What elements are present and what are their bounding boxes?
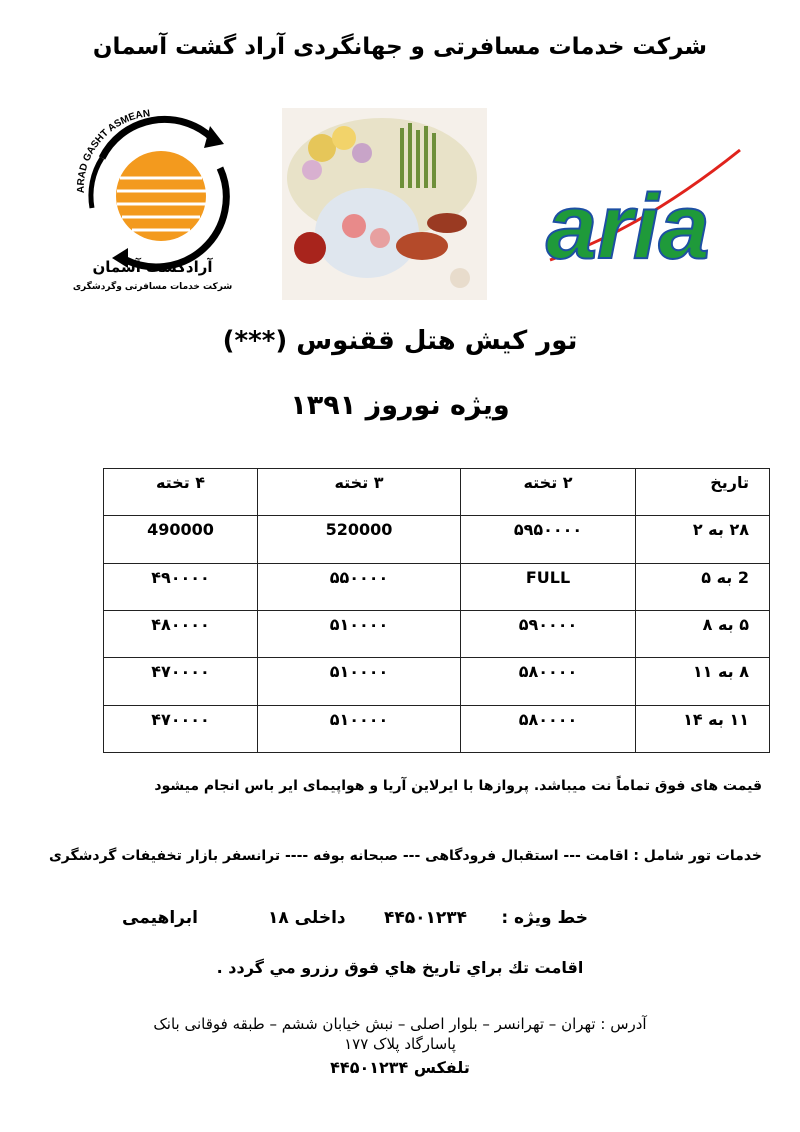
cell-price: 490000 <box>104 516 258 563</box>
cell-date: ۸ به ۱۱ <box>636 658 770 705</box>
header-3-bed: ۳ تخته <box>258 469 461 516</box>
cell-price: ۵۹۵۰۰۰۰ <box>461 516 636 563</box>
logo-arc-text: ARAD GASHT ASMEAN <box>75 108 151 194</box>
nowruz-still-life-image <box>282 108 487 300</box>
header-4-bed: ۴ تخته <box>104 469 258 516</box>
cell-price: ۴۸۰۰۰۰ <box>104 610 258 657</box>
reserve-note: اقامت تك براي تاريخ هاي فوق رزرو مي گردد . <box>216 958 584 977</box>
contact-name: ابراهیمی <box>122 908 198 928</box>
telfax: تلفکس ۴۴۵۰۱۲۳۴ <box>330 1058 470 1077</box>
price-note: قیمت های فوق تماماً نت میباشد. پروازها با ایرلاین آریا و هواپیمای ایر باس انجام میشود <box>154 778 762 794</box>
tour-title: تور کیش هتل ققنوس (***) <box>222 326 578 356</box>
address-line-1: آدرس : تهران – تهرانسر – بلوار اصلی – نبش خیابان ششم – طبقه فوقانی بانک <box>153 1015 647 1033</box>
cell-price: FULL <box>461 563 636 610</box>
hotline-label: خط ویژه : <box>501 908 588 928</box>
header-date: تاریخ <box>636 469 770 516</box>
aria-airline-logo <box>540 140 745 290</box>
table-header-row <box>104 469 770 516</box>
tour-subtitle: ویژه نوروز ۱۳۹۱ <box>290 390 510 421</box>
cell-price: ۵۵۰۰۰۰ <box>258 563 461 610</box>
cell-price: ۴۷۰۰۰۰ <box>104 658 258 705</box>
logo-subcaption: شرکت خدمات مسافرتی وگردشگری <box>72 282 233 292</box>
address-line-2: پاسارگاد پلاک ۱۷۷ <box>344 1035 456 1053</box>
hotline-extension: داخلی ۱۸ <box>268 908 346 928</box>
cell-date: ۲۸ به ۲ <box>636 516 770 563</box>
table-row <box>104 705 770 752</box>
address <box>0 1014 800 1054</box>
cell-price: ۵۸۰۰۰۰ <box>461 705 636 752</box>
cell-price: ۵۱۰۰۰۰ <box>258 658 461 705</box>
cell-price: ۵۹۰۰۰۰ <box>461 610 636 657</box>
cell-date: 2 به ۵ <box>636 563 770 610</box>
table-row <box>104 610 770 657</box>
hotline-phone: ۴۴۵۰۱۲۳۴ <box>384 908 468 928</box>
table-row <box>104 516 770 563</box>
company-title: شرکت خدمات مسافرتی و جهانگردی آراد گشت آسمان <box>92 34 708 60</box>
cell-price: ۵۱۰۰۰۰ <box>258 705 461 752</box>
price-table <box>103 468 770 753</box>
tour-services: خدمات تور شامل : اقامت --- استقبال فرودگاهی --- صبحانه بوفه ---- ترانسفر بازار تخفیفات گردشگری <box>48 848 762 864</box>
table-row <box>104 563 770 610</box>
cell-price: ۴۹۰۰۰۰ <box>104 563 258 610</box>
cell-price: 520000 <box>258 516 461 563</box>
cell-price: ۵۱۰۰۰۰ <box>258 610 461 657</box>
arad-gasht-logo <box>62 98 247 308</box>
cell-price: ۴۷۰۰۰۰ <box>104 705 258 752</box>
table-row <box>104 658 770 705</box>
header-2-bed: ۲ تخته <box>461 469 636 516</box>
cell-price: ۵۸۰۰۰۰ <box>461 658 636 705</box>
cell-date: ۱۱ به ۱۴ <box>636 705 770 752</box>
cell-date: ۵ به ۸ <box>636 610 770 657</box>
aria-logo-text: aria <box>546 176 710 278</box>
logo-caption: آرادگشت آسمان <box>92 258 213 276</box>
globe-icon <box>116 151 206 241</box>
